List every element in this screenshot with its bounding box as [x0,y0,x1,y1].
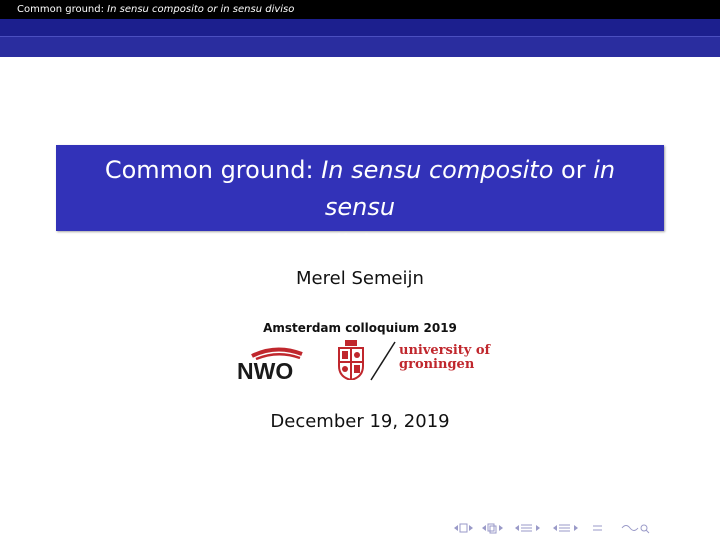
university-name-line-2: groningen [399,357,475,372]
nwo-logo [236,342,308,382]
institute-name: Amsterdam colloquium 2019 [263,321,457,335]
university-name [399,344,499,372]
title-italic-1: In sensu composito [321,156,554,184]
short-title-italic-1: In sensu composito [107,4,204,15]
first-frame-icon[interactable] [454,524,473,532]
header-band-bottom [0,37,720,57]
university-name-line-1: university of [399,343,491,358]
toc-icon[interactable] [593,526,602,530]
author-name: Merel Semeijn [296,268,424,289]
short-title-prefix: Common ground: [17,4,104,15]
presentation-date: December 19, 2019 [270,411,450,432]
institution-logos [236,338,496,386]
short-title-italic-2: in sensu diviso [220,4,295,15]
prev-frame-icon[interactable] [482,524,503,533]
title-italic-3: diviso [325,230,395,258]
title-prefix: Common ground: [104,156,314,184]
nwo-logo-text: NWO [237,358,294,382]
search-icon[interactable] [622,525,649,533]
title-italic-2: in sensu [324,156,616,221]
university-crest-icon [336,340,366,380]
title-or: or [561,156,586,184]
prev-section-icon[interactable] [553,525,578,531]
beamer-navigation-bar [452,521,712,535]
title-box [56,145,664,258]
header-band-top [0,19,720,37]
prev-subsection-icon[interactable] [515,525,540,531]
header-short-title-bar [0,0,720,19]
short-title-or: or [207,4,218,15]
university-slash-icon [368,340,398,382]
